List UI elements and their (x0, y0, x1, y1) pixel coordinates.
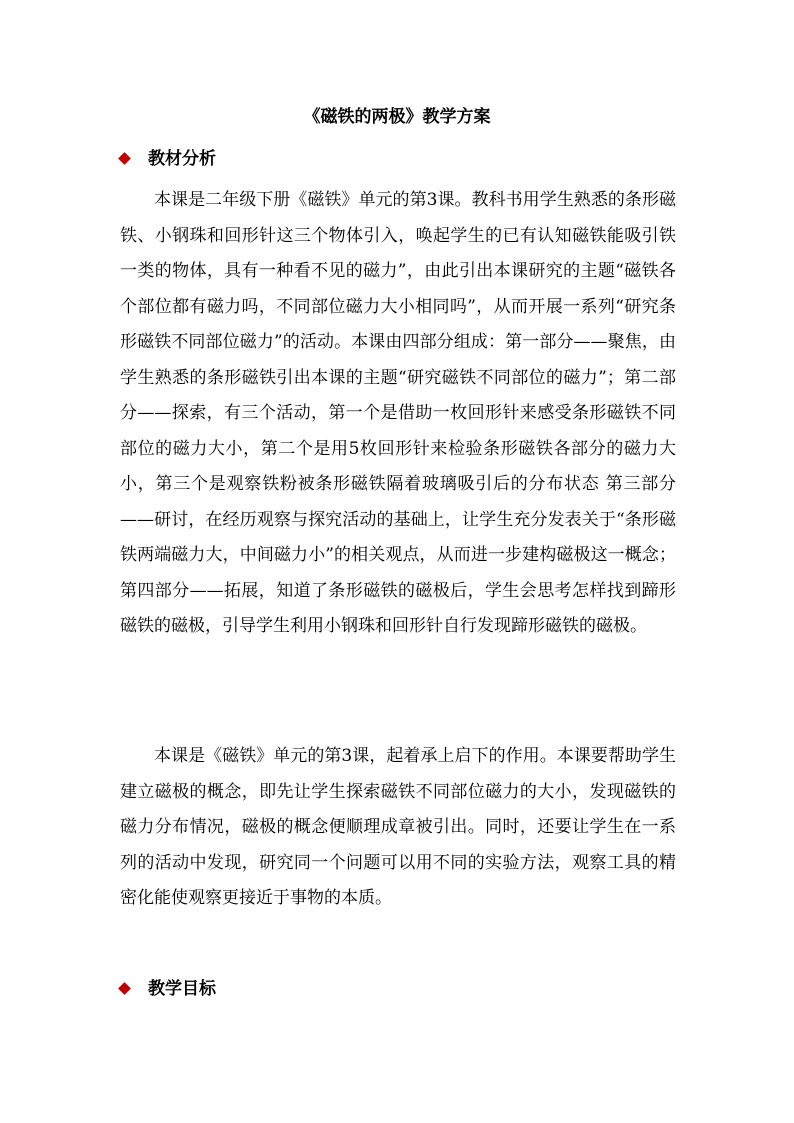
paragraph-textbook-analysis-2: 本课是《磁铁》单元的第3课，起着承上启下的作用。本课要帮助学生建立磁极的概念，即先让学生探索磁铁不同部位磁力的大小，发现磁铁的磁力分布情况，磁极的概念便顺理成章被引出。同时，还要让学生在一系列的活动中发现，研究同一个问题可以用不同的实验方法，观察工具的精密化能使观察更接近于事物的本质。 (120, 746, 676, 908)
document-title: 《磁铁的两极》教学方案 (303, 107, 491, 127)
paragraph-textbook-analysis-1: 本课是二年级下册《磁铁》单元的第3课。教科书用学生熟悉的条形磁铁、小钢珠和回形针这三个物体引入，唤起学生的已有认知磁铁能吸引铁一类的物体，具有一种看不见的磁力”，由此引出本课研究的主题“磁铁各个部位都有磁力吗，不同部位磁力大小相同吗”，从而开展一系列“研究条形磁铁不同部位磁力”的活动。本课由四部分组成：第一部分——聚焦，由学生熟悉的条形磁铁引出本课的主题“研究磁铁不同部位的磁力”；第二部分——探索，有三个活动，第一个是借助一枚回形针来感受条形磁铁不同部位的磁力大小，第二个是用5枚回形针来检验条形磁铁各部分的磁力大小，第三个是观察铁粉被条形磁铁隔着玻璃吸引后的分布状态 第三部分——研讨，在经历观察与探究活动的基础上，让学生充分发表关于“条形磁铁两端磁力大，中间磁力小”的相关观点，从而进一步建构磁极这一概念；第四部分——拓展，知道了条形磁铁的磁极后，学生会思考怎样找到蹄形磁铁的磁极，引导学生利用小钢珠和回形针自行发现蹄形磁铁的磁极。 (120, 190, 676, 636)
section-heading-textbook-analysis (118, 146, 216, 172)
section-heading-teaching-goals (118, 976, 216, 1002)
section-heading-label: 教材分析 (148, 149, 216, 169)
section-heading-label: 教学目标 (148, 979, 216, 999)
diamond-bullet-icon (118, 146, 132, 172)
diamond-bullet-icon (118, 976, 132, 1002)
